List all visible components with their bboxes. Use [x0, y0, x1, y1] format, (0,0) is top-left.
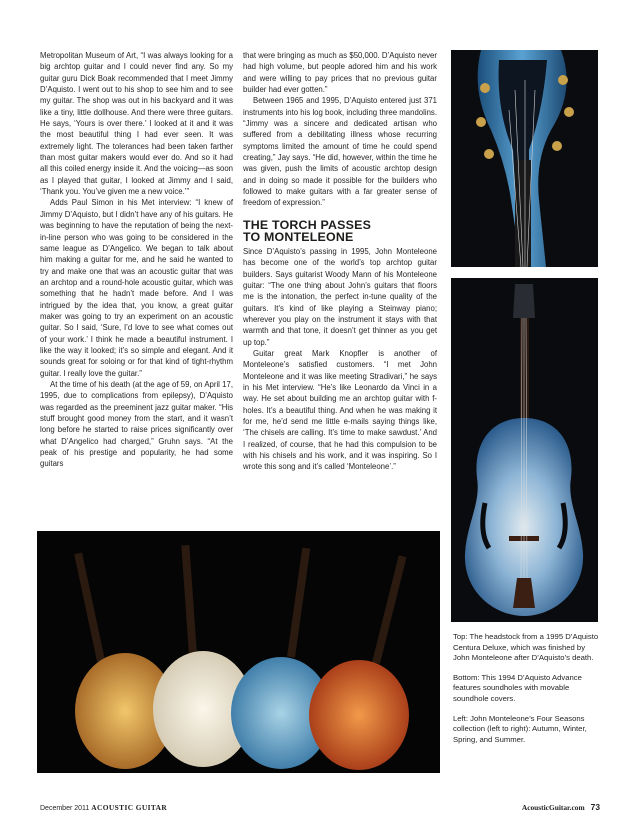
advance-guitar-photo — [451, 278, 598, 622]
paragraph: Guitar great Mark Knopfler is another of Monteleone’s satisfied customers. “I met John Monteleone and it was like meeting Stradivari,” he says in his Met interview. “He’s like Leonardo da Vinci in a way. He set about building me an archtop guitar with f-holes. It’s a beautiful thing. And when he was making it for me, he’d send me little e-mails saying things like, ‘The chisels are calling. It’s time to make sawdust.’ And I realized, of course, that he had this compulsion to be with his chisels and his work, and it was inspiring. So I wrote this song and it’s called ‘Monteleone’.” — [243, 348, 437, 472]
caption-bottom: Bottom: This 1994 D’Aquisto Advance features soundholes with movable soundhole covers. — [453, 672, 582, 703]
paragraph: Metropolitan Museum of Art, “I was always looking for a big archtop guitar and I could never find any. So my guitar guru Dick Boak recommended that I meet Jimmy D’Aquisto. I went out to his shop to see him and to see my guitar. The shop was out in his backyard and it was like a tiny, little dollhouse. And there were three guitars. He says, ‘Yours is over there.’ I looked at it and it was the most beautiful thing I had ever seen. It was extremely light. The tolerances had been taken farther than most guitar makers would ever do. And so it had all this coiled energy inside it. And the voicing—as soon as I played that guitar, I looked at Jimmy and I said, ‘Thank you. You’ve given me a new voice.’” — [40, 51, 233, 197]
headstock-photo — [451, 50, 598, 267]
paragraph: Since D’Aquisto’s passing in 1995, John Monteleone has become one of the world’s top archtop guitar builders. Says guitarist Woody Mann of his Monteleone guitar: “The one thing about John’s guitars that floors me is the intonation, the perfect in-tune quality of the guitars. It’s kind of like playing a Steinway piano; wherever you play on the instrument it stays with that warmth and that tone, it doesn’t get thinner as you get up top.” — [243, 246, 437, 347]
section-heading-line-2: TO MONTELEONE — [243, 229, 354, 244]
paragraph: At the time of his death (at the age of 59, on April 17, 1995, due to complications from epilepsy), D’Aquisto was regarded as the preeminent jazz guitar maker. “His stuff brought good money from the start, and it wasn’t long before he started to raise prices significantly over what D’Angelico had charged,” Gruhn says. “At the peak of his prestige and popularity, he had some guitars — [40, 379, 233, 469]
section-heading-line-1: THE TORCH PASSES — [243, 217, 372, 232]
magazine-name: ACOUSTIC GUITAR — [91, 803, 168, 812]
photo-captions — [453, 632, 603, 754]
paragraph: Adds Paul Simon in his Met interview: “I knew of Jimmy D’Aquisto, but I didn’t have any of his guitars. He was beginning to have the reputation of being the next-in-line person who was going to be considered in the same league as D’Angelico. We began to talk about him making a guitar for me, and he said he wanted to try and make one that was an acoustic guitar that was an archtop and a round-hole acoustic guitar, which was something that he hadn’t made before. And I was intrigued by the idea that, you know, a great guitar maker was going to try an experiment on an acoustic guitar. So I said, ‘Sure, I’d love to see what comes out of your work.’ I think he made a beautiful instrument. I like the way it looked; it’s so simple and elegant. And it sounds great for soloing or for that kind of tight-rhythm guitar. I really love the guitar.” — [40, 198, 233, 378]
advance-guitar-illustration — [451, 278, 598, 622]
website: AcousticGuitar.com — [521, 803, 585, 812]
footer-left — [40, 803, 167, 812]
footer-right — [522, 802, 600, 812]
headstock-illustration — [451, 50, 598, 267]
section-heading — [243, 219, 437, 243]
caption-top: Top: The headstock from a 1995 D’Aquisto Centura Deluxe, which was finished by John Monteleone after D’Aquisto’s death. — [453, 632, 599, 663]
four-seasons-illustration — [37, 531, 440, 773]
article-column-1 — [40, 50, 233, 470]
paragraph: Between 1965 and 1995, D’Aquisto entered just 371 instruments into his log book, including three mandolins. “Jimmy was a sincere and dedicated artisan who suffered from a debilitating illness whose recurring symptoms limited the amount of time he could spend creating,” Jay says. “He did, however, within the time he was given, push the limits of acoustic archtop design and in doing so made it possible for the builders who followed to make guitars with a far greater sense of freedom of expression.” — [243, 96, 437, 208]
page-number: 73 — [590, 802, 600, 812]
caption-left: Left: John Monteleone’s Four Seasons collection (left to right): Autumn, Winter, Spring, and Summer. — [453, 713, 587, 744]
article-column-2 — [243, 50, 437, 473]
four-seasons-photo — [37, 531, 440, 773]
paragraph: that were bringing as much as $50,000. D’Aquisto never had high volume, but people adored him and his work and were willing to pay prices that no previous guitar builder had ever gotten.” — [243, 51, 437, 95]
issue-date: December 2011 — [40, 805, 90, 812]
